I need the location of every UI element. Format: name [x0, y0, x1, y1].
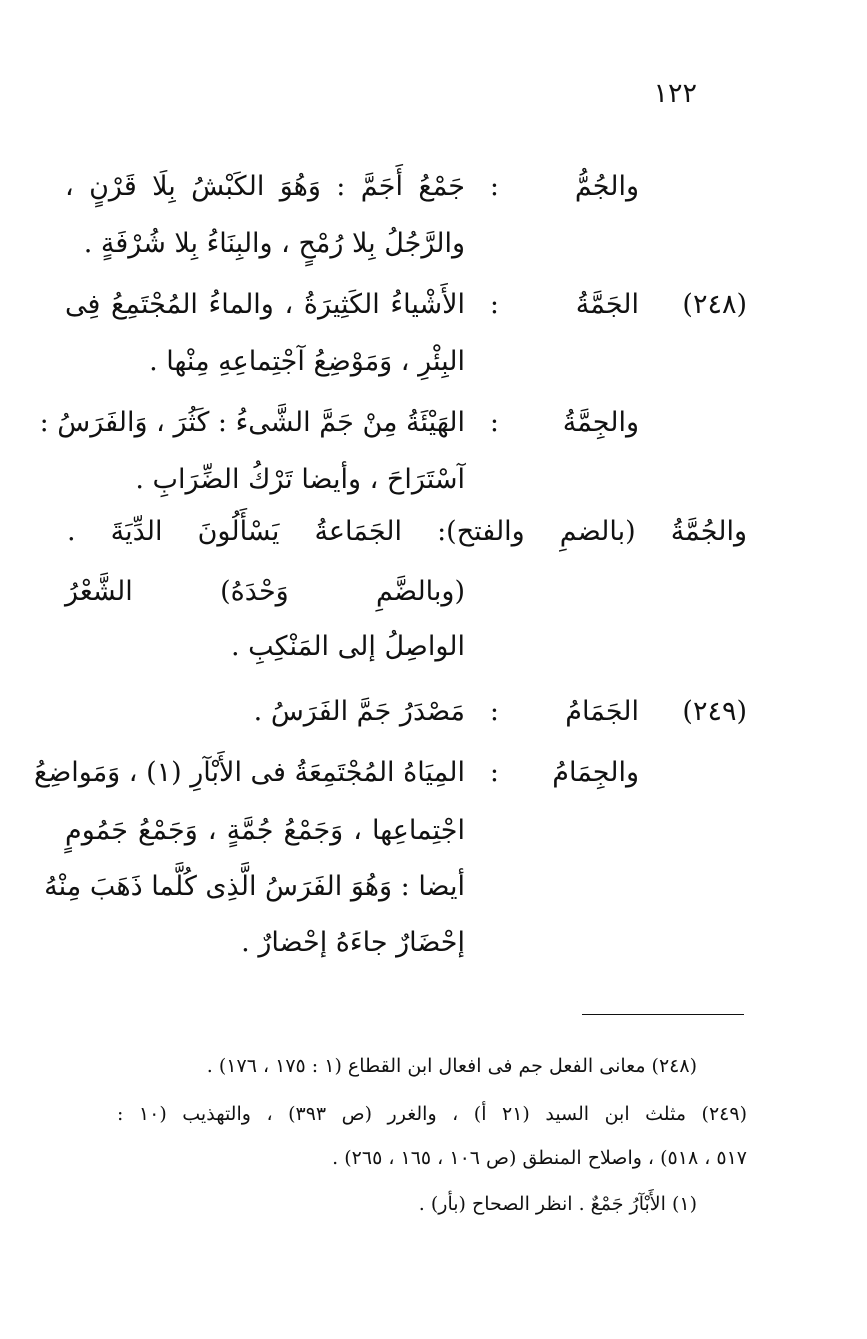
- entry-definition-line: جَمْعُ أَجَمَّ : وَهُوَ الكَبْشُ بِلَا قَرْنٍ ،: [65, 171, 465, 202]
- entry-definition-line: البِئْرِ ، وَمَوْضِعُ آجْتِماعِهِ مِنْها .: [149, 346, 465, 377]
- entry-definition-line: والرَّجُلُ بِلا رُمْحٍ ، والبِنَاءُ بِلا شُرْفَةٍ .: [83, 228, 465, 259]
- entry-definition-line: الهَيْئَةُ مِنْ جَمَّ الشَّىءُ : كَثُرَ ، وَالفَرَسُ :: [39, 407, 465, 438]
- entry-colon: :: [489, 171, 499, 202]
- footnote: ٥١٧ ، ٥١٨) ، واصلاح المنطق (ص ١٠٦ ، ١٦٥ ، ٢٦٥) .: [332, 1147, 747, 1169]
- entry-definition-line: مَصْدَرُ جَمَّ الفَرَسُ .: [253, 696, 465, 727]
- entry-definition-line: المِيَاهُ المُجْتَمِعَةُ فى الأَبْآرِ (١) ، وَمَواضِعُ: [33, 757, 465, 788]
- footnote-separator: [582, 1014, 744, 1015]
- entry-definition-line: الأَشْياءُ الكَثِيرَةُ ، والماءُ المُجْتَمِعُ فِى: [65, 289, 465, 320]
- entry-jimam: [33, 748, 747, 798]
- entry-definition-line: آسْتَرَاحَ ، وأيضا تَرْكُ الضِّرَابِ .: [135, 464, 465, 495]
- entry-jumm: [67, 162, 747, 212]
- entry-definition-line: أيضا : وَهُوَ الفَرَسُ الَّذِى كُلَّما ذَهَبَ مِنْهُ: [44, 871, 465, 902]
- footnote: (٢٤٩) مثلث ابن السيد (٢١ أ) ، والغرر (ص ٣٩٣) ، والتهذيب (١٠ :: [117, 1103, 747, 1125]
- entry-jimmah: [39, 398, 747, 448]
- entry-colon: :: [489, 407, 499, 438]
- entry-definition-line: اجْتِماعِها ، وَجَمْعُ جُمَّةٍ ، وَجَمْعُ جَمُومٍ: [65, 815, 465, 846]
- entry-number: (٢٤٩): [682, 696, 747, 727]
- entry-jammah: [67, 280, 747, 330]
- entry-headword: الجَمَامُ: [565, 696, 639, 727]
- entry-headword: والجِمَامُ: [552, 757, 639, 788]
- entry-headword: والجُمُّ: [574, 171, 639, 202]
- entry-headword: والجِمَّةُ: [562, 407, 639, 438]
- entry-number: (٢٤٨): [682, 289, 747, 320]
- entry-definition-line: الواصِلُ إلى المَنْكِبِ .: [230, 631, 465, 662]
- entry-colon: :: [489, 289, 499, 320]
- entry-definition-line: إحْضَارٌ جاءَهُ إحْضارٌ .: [241, 927, 465, 958]
- entry-headword: الجَمَّةُ: [575, 289, 639, 320]
- entry-definition-line: (وبالضَّمِ وَحْدَهُ) الشَّعْرُ: [65, 576, 465, 607]
- entry-jamam: [67, 687, 747, 737]
- footnote: (٢٤٨) معانى الفعل جم فى افعال ابن القطاع (١ : ١٧٥ ، ١٧٦) .: [206, 1055, 697, 1077]
- entry-colon: :: [489, 696, 499, 727]
- page-number: ١٢٢: [653, 78, 697, 109]
- entry-colon: :: [489, 757, 499, 788]
- footnote: (١) الأَبْآرُ جَمْعٌ . انظر الصحاح (بأر) .: [418, 1193, 697, 1215]
- entry-jummah-line: والجُمَّةُ (بالضمِ والفتح): الجَمَاعةُ يَسْأَلُونَ الدِّيَةَ .: [67, 516, 747, 547]
